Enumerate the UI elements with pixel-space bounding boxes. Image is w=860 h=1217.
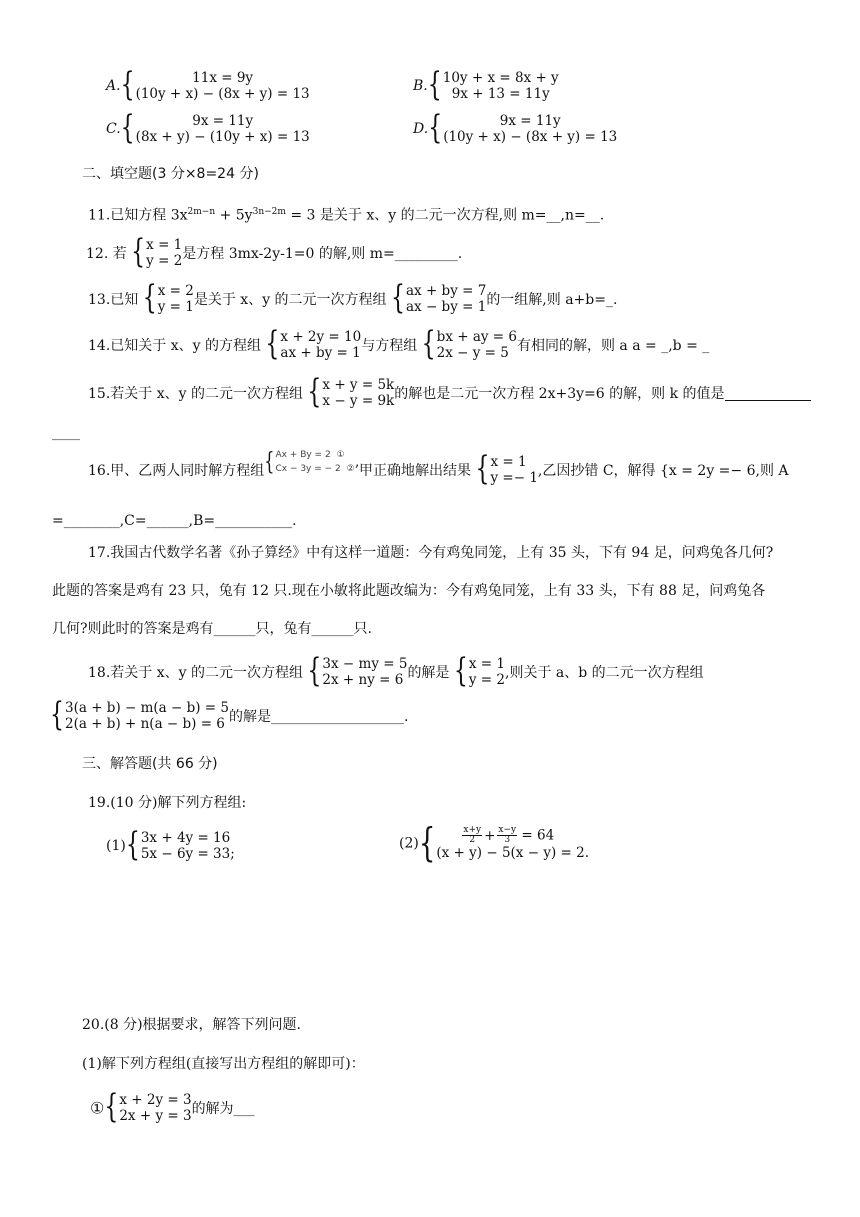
q20-title: 20.(8 分)根据要求，解答下列问题. xyxy=(82,1017,301,1033)
option-b-system: { 10y + x = 8x + y 9x + 13 = 11y xyxy=(427,66,559,104)
question-15: 15.若关于 x、y 的二元一次方程组 { x + y = 5k x − y = 9k 的解也是二元一次方程 2x+3y=6 的解，则 k 的值是 xyxy=(88,377,811,409)
option-b-label: B. xyxy=(413,78,428,94)
q18-ab-system: { 3(a + b) − m(a − b) = 5 2(a + b) + n(a − b) = 6 xyxy=(50,696,230,734)
question-13: 13.已知 { x = 2 y = 1 是关于 x、y 的二元一次方程组 { ax + by = 7 ax − by = 1 的一组解,则 a+b=_. xyxy=(88,279,618,317)
q16-blanks: =________,C=______,B=___________. xyxy=(52,513,297,529)
q17-line-2: 此题的答案是鸡有 23 只，兔有 12 只.现在小敏将此题改编为：今有鸡兔同笼，上有 33 头，下有 88 足，问鸡兔各 xyxy=(52,583,766,599)
q18-second-system: { 3(a + b) − m(a − b) = 5 2(a + b) + n(a − b) = 6 的解是___________________. xyxy=(50,696,409,734)
q13-solution: { x = 2 y = 1 xyxy=(142,279,194,317)
q20-subquestion: (1)解下列方程组(直接写出方程组的解即可)： xyxy=(82,1056,365,1072)
option-c-system: { 9x = 11y (8x + y) − (10y + x) = 13 xyxy=(120,109,310,147)
q14-system-2: { bx + ay = 6 2x − y = 5 xyxy=(421,325,517,363)
q16-solution: { x = 1 y =− 1 xyxy=(475,450,538,488)
q15-system: { x + y = 5k x − y = 9k xyxy=(307,373,395,411)
question-14: 14.已知关于 x、y 的方程组 { x + 2y = 10 ax + by = 1 与方程组 { bx + ay = 6 2x − y = 5 有相同的解，则 a a = _,b = _ xyxy=(88,325,710,363)
q19-part-1-system: { 3x + 4y = 16 5x − 6y = 33; xyxy=(125,826,235,864)
q19-part-2: (2){ $\frac{x+y}{2}$ + $\frac{x-y}{3}$ = 64 (x + y) − 5(x − y) = 2. xyxy=(399,821,589,866)
q20-item-1: ①{ x + 2y = 3 2x + y = 3 的解为___ xyxy=(90,1088,255,1126)
question-18: 18.若关于 x、y 的二元一次方程组 { 3x − my = 5 2x + ny = 6 的解是 { x = 1 y = 2 ,则关于 a、b 的二元一次方程组 xyxy=(88,652,704,690)
question-16: 16.甲、乙两人同时解方程组{ Ax + By = 2 ① Cx − 3y = − 2 ② ’甲正确地解出结果 { x = 1 y =− 1 ,乙因抄错 C，解得 {x = 2y =− 6,则 A xyxy=(88,447,789,488)
question-11: 11.已知方程 $3x^{2m-n} + 5y^{3n-2m} = 3$ 是关于 x、y 的二元一次方程,则 m=__,n=__. xyxy=(88,207,605,224)
q15-answer-blank[interactable] xyxy=(725,386,811,401)
q14-system-1: { x + 2y = 10 ax + by = 1 xyxy=(265,325,362,363)
q16-system: { Ax + By = 2 ① Cx − 3y = − 2 ② xyxy=(264,447,355,476)
q12-system: { x = 1 y = 2 xyxy=(131,233,183,271)
q13-system: { ax + by = 7 ax − by = 1 xyxy=(391,279,487,317)
option-b[interactable] xyxy=(413,66,559,104)
section-heading-fill-in: 二、填空题(3 分×8=24 分) xyxy=(82,166,259,182)
option-a-system: { 11x = 9y (10y + x) − (8x + y) = 13 xyxy=(120,66,310,104)
option-c-label: C. xyxy=(106,121,121,137)
section-heading-solve: 三、解答题(共 66 分) xyxy=(82,756,218,772)
q19-title: 19.(10 分)解下列方程组: xyxy=(88,795,247,811)
option-a-label: A. xyxy=(106,78,121,94)
option-d-system: { 9x = 11y (10y + x) − (8x + y) = 13 xyxy=(428,109,618,147)
option-a[interactable] xyxy=(106,66,310,104)
option-d-label: D. xyxy=(413,121,429,137)
q18-solution: { x = 1 y = 2 xyxy=(453,652,506,690)
q19-part-1: (1){ 3x + 4y = 16 5x − 6y = 33; xyxy=(106,826,235,864)
q18-system: { 3x − my = 5 2x + ny = 6 xyxy=(307,652,408,690)
q17-line-1: 17.我国古代数学名著《孙子算经》中有这样一道题：今有鸡兔同笼，上有 35 头，下有 94 足，问鸡兔各几何? xyxy=(88,545,774,561)
option-c[interactable] xyxy=(106,109,310,147)
q15-tail-blank: ____ xyxy=(52,425,80,441)
q19-part-2-system: { $\frac{x+y}{2}$ + $\frac{x-y}{3}$ = 64 (x + y) − 5(x − y) = 2. xyxy=(418,821,589,866)
q17-line-3: 几何?则此时的答案是鸡有______只，兔有______只. xyxy=(52,621,372,637)
option-d[interactable] xyxy=(413,109,618,147)
question-12: 12. 若 { x = 1 y = 2 是方程 3mx-2y-1=0 的解,则 m=_________. xyxy=(86,233,463,271)
q20-item-1-system: { x + 2y = 3 2x + y = 3 xyxy=(104,1088,192,1126)
